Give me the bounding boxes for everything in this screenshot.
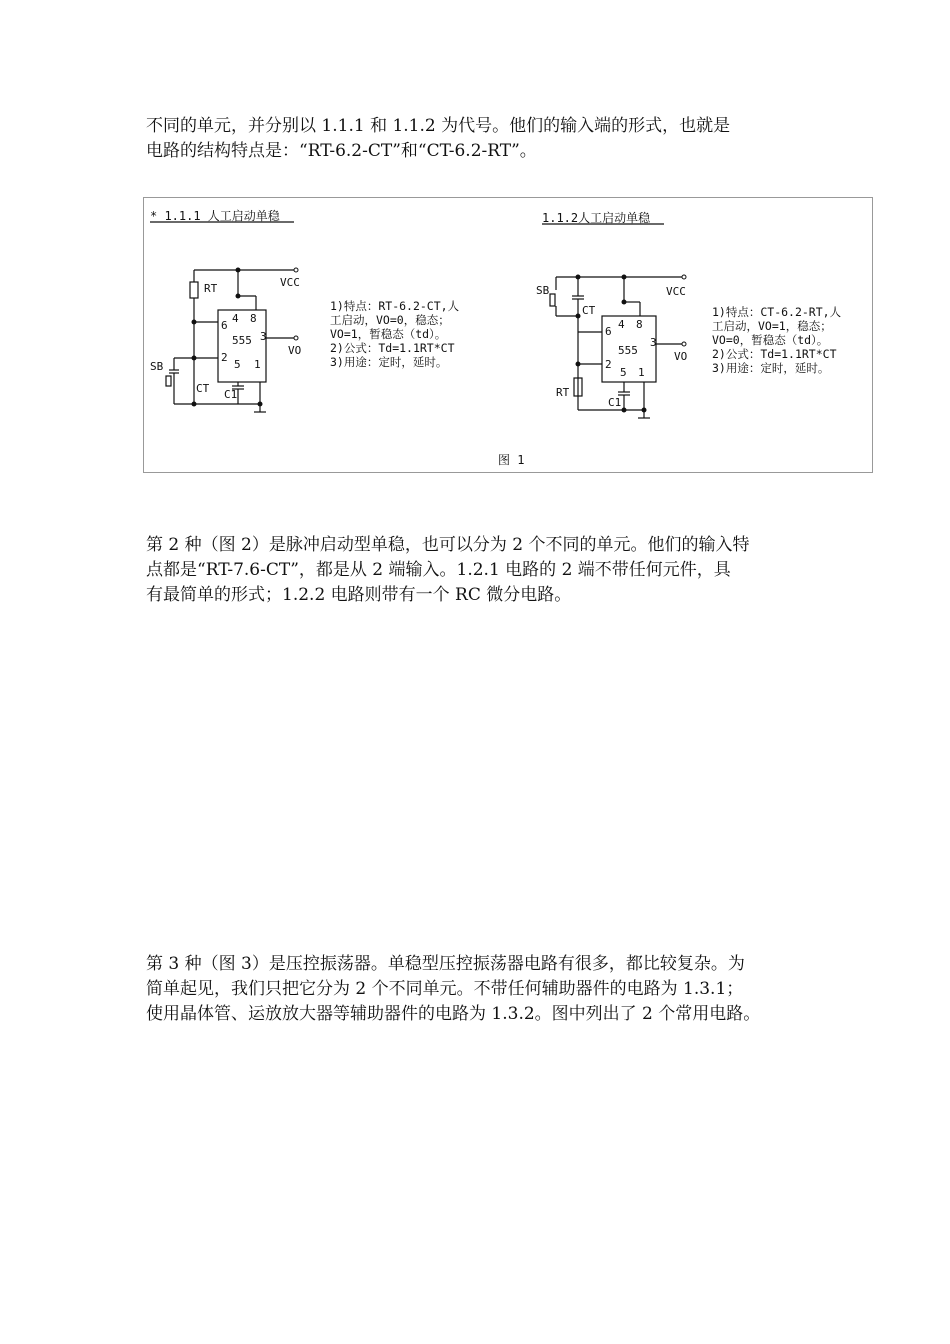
left-pin-8: 8	[250, 312, 257, 325]
left-note-1: 1)特点：RT-6.2-CT,人	[330, 299, 460, 313]
right-pin-2: 2	[605, 358, 612, 371]
left-rt-label: RT	[204, 282, 218, 295]
left-c1-label: C1	[224, 388, 238, 401]
paragraph-2-line-3: 有最简单的形式；1.2.2 电路则带有一个 RC 微分电路。	[146, 585, 572, 605]
right-pin-4: 4	[618, 318, 625, 331]
paragraph-2-line-2: 点都是“RT-7.6-CT”，都是从 2 端输入。1.2.1 电路的 2 端不带任何元件，具	[146, 560, 731, 580]
left-pin-2: 2	[221, 351, 228, 364]
right-note-4: 2)公式：Td=1.1RT*CT	[712, 347, 837, 361]
right-pin-6: 6	[605, 325, 612, 338]
right-pin-8: 8	[636, 318, 643, 331]
paragraph-2	[146, 533, 826, 608]
left-pin-3: 3	[260, 330, 267, 343]
left-pin-6: 6	[221, 319, 228, 332]
right-note-5: 3)用途：定时，延时。	[712, 361, 830, 375]
right-vo-label: VO	[674, 350, 688, 363]
right-vcc-label: VCC	[666, 285, 686, 298]
paragraph-3-line-3: 使用晶体管、运放放大器等辅助器件的电路为 1.3.2。图中列出了 2 个常用电路。	[146, 1004, 761, 1024]
left-ct-label: CT	[196, 382, 210, 395]
left-note-5: 3)用途：定时，延时。	[330, 355, 448, 369]
left-pin-1: 1	[254, 358, 261, 371]
right-pin-1: 1	[638, 366, 645, 379]
left-pin-5: 5	[234, 358, 241, 371]
right-circuit-title: 1.1.2人工启动单稳	[542, 211, 651, 225]
right-pin-3: 3	[650, 336, 657, 349]
right-note-3: VO=0，暂稳态（td）。	[712, 333, 829, 347]
right-ct-label: CT	[582, 304, 596, 317]
left-vo-label: VO	[288, 344, 302, 357]
left-chip-label: 555	[232, 334, 252, 347]
right-note-2: 工启动，VO=1，稳态；	[712, 319, 832, 333]
paragraph-1-line-2: 电路的结构特点是：“RT-6.2-CT”和“CT-6.2-RT”。	[146, 141, 537, 161]
right-c1-label: C1	[608, 396, 622, 409]
paragraph-1-line-1: 不同的单元，并分别以 1.1.1 和 1.1.2 为代号。他们的输入端的形式，也就是	[146, 116, 731, 136]
right-pin-5: 5	[620, 366, 627, 379]
right-sb-label: SB	[536, 284, 550, 297]
left-sb-label: SB	[150, 360, 164, 373]
left-note-3: VO=1，暂稳态（td）。	[330, 327, 447, 341]
paragraph-2-line-1: 第 2 种（图 2）是脉冲启动型单稳，也可以分为 2 个不同的单元。他们的输入特	[146, 535, 750, 555]
paragraph-3-line-1: 第 3 种（图 3）是压控振荡器。单稳型压控振荡器电路有很多，都比较复杂。为	[146, 954, 745, 974]
paragraph-1	[146, 114, 826, 164]
left-vcc-label: VCC	[280, 276, 300, 289]
left-note-2: 工启动，VO=0，稳态；	[330, 313, 450, 327]
left-pin-4: 4	[232, 312, 239, 325]
right-note-1: 1)特点：CT-6.2-RT,人	[712, 305, 842, 319]
figure-caption: 图 1	[498, 453, 525, 467]
right-chip-label: 555	[618, 344, 638, 357]
figure-1-diagram	[144, 198, 874, 474]
figure-1	[143, 197, 873, 473]
left-circuit-title: * 1.1.1 人工启动单稳	[150, 209, 280, 223]
paragraph-3-line-2: 简单起见，我们只把它分为 2 个不同单元。不带任何辅助器件的电路为 1.3.1；	[146, 979, 744, 999]
paragraph-3	[146, 952, 826, 1027]
left-note-4: 2)公式：Td=1.1RT*CT	[330, 341, 455, 355]
right-rt-label: RT	[556, 386, 570, 399]
